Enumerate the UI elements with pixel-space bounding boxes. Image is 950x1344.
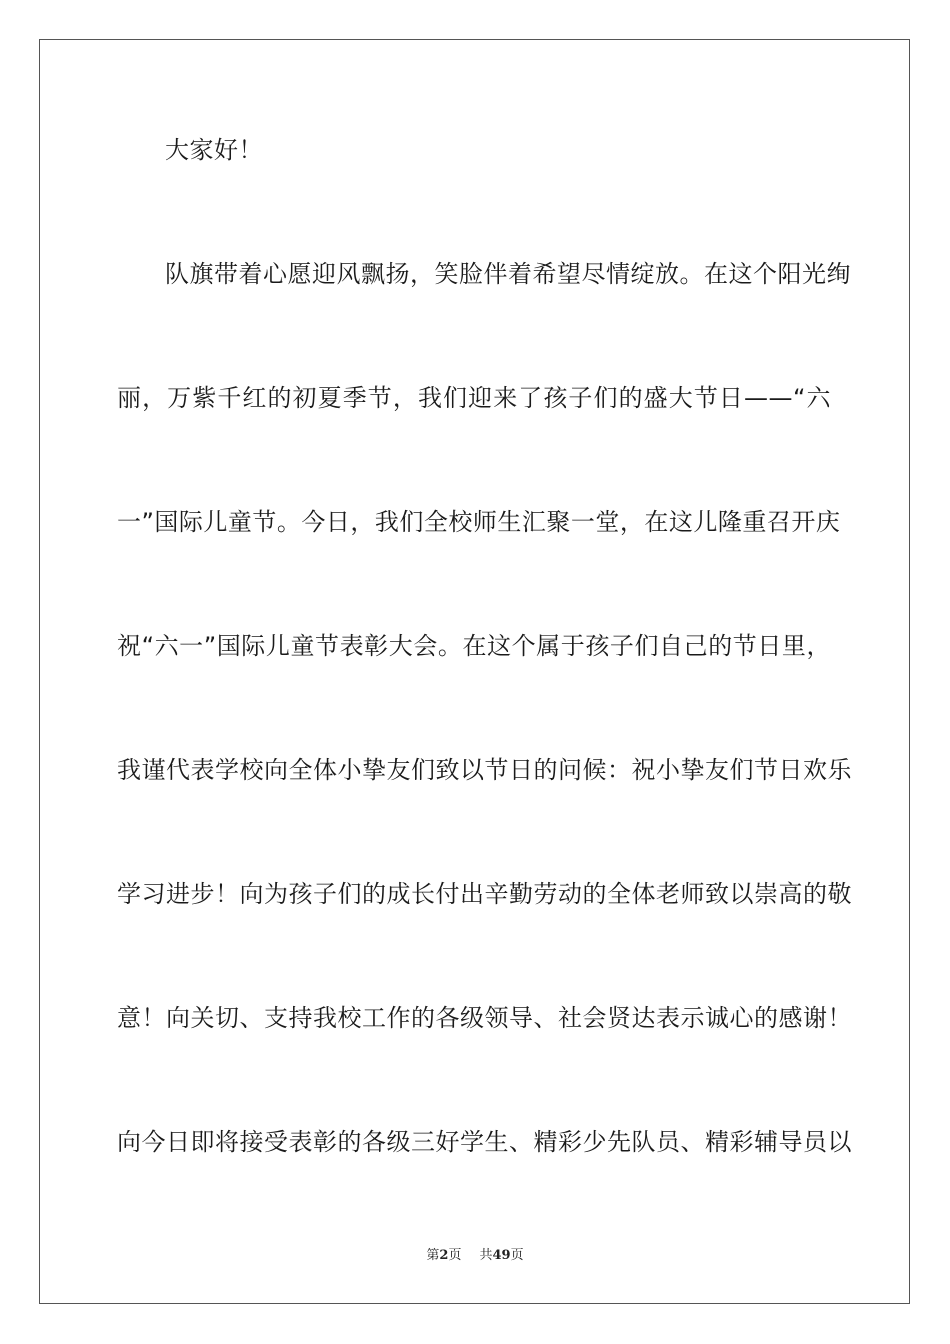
page-footer xyxy=(0,1247,950,1265)
page-current: 2 xyxy=(439,1248,449,1263)
total-suffix: 页 xyxy=(510,1248,524,1263)
body-line-4: 祝“六一”国际儿童节表彰大会。在这个属于孩子们自己的节日里， xyxy=(117,632,831,660)
total-prefix: 共 xyxy=(479,1248,493,1263)
body-line-5: 我谨代表学校向全体小挚友们致以节日的问候：祝小挚友们节日欢乐 xyxy=(117,756,852,784)
body-line-3: 一”国际儿童节。今日，我们全校师生汇聚一堂，在这儿隆重召开庆 xyxy=(117,508,841,536)
body-line-2: 丽，万紫千红的初夏季节，我们迎来了孩子们的盛大节日——“六 xyxy=(117,384,831,412)
greeting-line: 大家好！ xyxy=(165,136,263,164)
page-suffix: 页 xyxy=(448,1248,462,1263)
page-total: 49 xyxy=(492,1248,511,1263)
body-line-7: 意！向关切、支持我校工作的各级领导、社会贤达表示诚心的感谢！ xyxy=(117,1004,852,1032)
page-prefix: 第 xyxy=(426,1248,440,1263)
body-line-6: 学习进步！向为孩子们的成长付出辛勤劳动的全体老师致以崇高的敬 xyxy=(117,880,852,908)
body-line-8: 向今日即将接受表彰的各级三好学生、精彩少先队员、精彩辅导员以 xyxy=(117,1128,852,1156)
page-frame xyxy=(39,39,910,1304)
body-line-1: 队旗带着心愿迎风飘扬，笑脸伴着希望尽情绽放。在这个阳光绚 xyxy=(165,260,851,288)
